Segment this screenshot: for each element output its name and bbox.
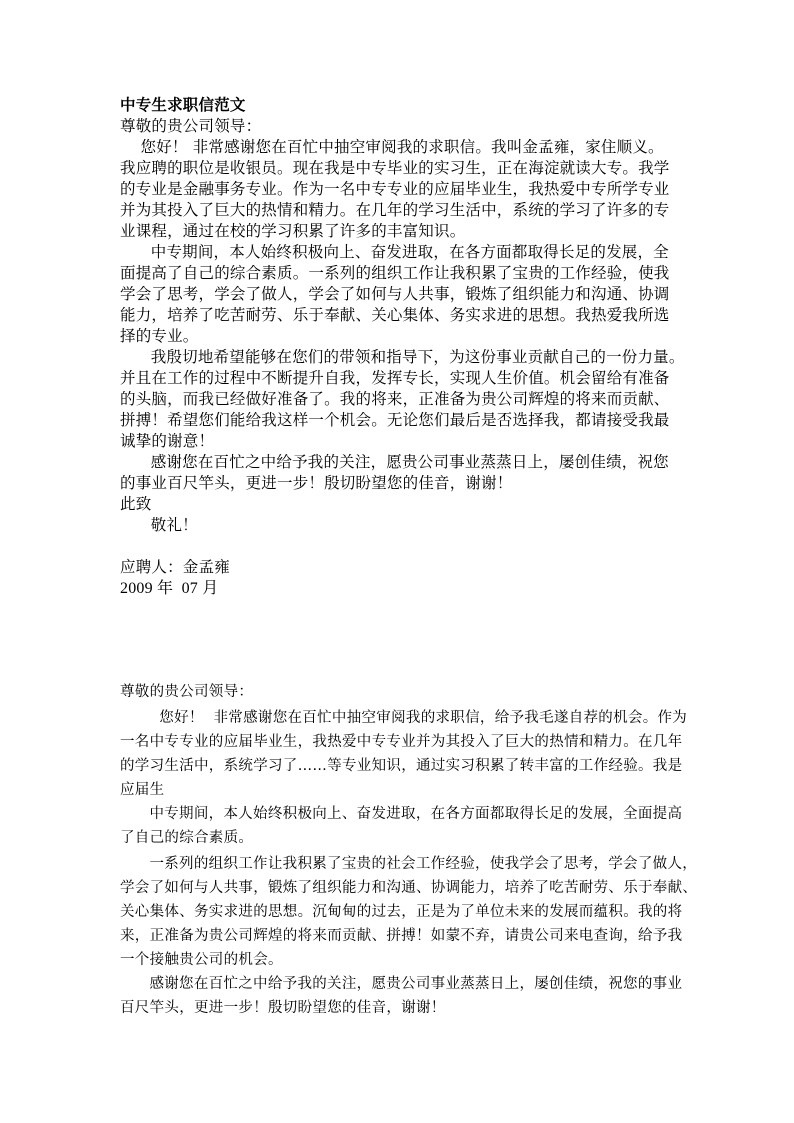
letter1-line: 业课程，通过在校的学习积累了许多的丰富知识。 xyxy=(120,222,466,240)
letter1-line: 您好！ 非常感谢您在百忙中抽空审阅我的求职信。我叫金孟雍，家住顺义。 xyxy=(120,138,664,156)
letter2-line: 一系列的组织工作让我积累了宝贵的社会工作经验，使我学会了思考，学会了做人， xyxy=(120,856,698,872)
letter1-line: 的专业是金融事务专业。作为一名中专专业的应届毕业生，我热爱中专所学专业 xyxy=(120,180,670,198)
letter1-line: 诚挚的谢意！ xyxy=(120,432,215,450)
letter2-line: 学会了如何与人共事，锻炼了组织能力和沟通、协调能力，培养了吃苦耐劳、乐于奉献、 xyxy=(120,880,698,896)
letter1-line: 并为其投入了巨大的热情和精力。在几年的学习生活中，系统的学习了许多的专 xyxy=(120,201,670,219)
letter2-line: 关心集体、务实求进的思想。沉甸甸的过去，正是为了单位未来的发展而蕴积。我的将 xyxy=(120,904,683,920)
applicant-signature: 应聘人：金孟雍 xyxy=(120,558,230,576)
letter2-line: 中专期间，本人始终积极向上、奋发进取，在各方面都取得长足的发展，全面提高 xyxy=(120,806,683,822)
letter2-line: 了自己的综合素质。 xyxy=(120,830,254,846)
letter2-line: 百尺竿头，更进一步！殷切盼望您的佳音，谢谢！ xyxy=(120,1000,446,1016)
letter2-line: 来，正准备为贵公司辉煌的将来而贡献、拼搏！如蒙不弃，请贵公司来电查询，给予我 xyxy=(120,928,683,944)
letter1-salutation: 尊敬的贵公司领导： xyxy=(120,117,262,135)
letter1-line: 中专期间，本人始终积极向上、奋发进取，在各方面都取得长足的发展，全 xyxy=(120,243,669,261)
letter2-line: 您好！ 非常感谢您在百忙中抽空审阅我的求职信，给予我毛遂自荐的机会。作为 xyxy=(120,710,688,726)
letter1-line: 能力，培养了吃苦耐劳、乐于奉献、关心集体、务实求进的思想。我热爱我所选 xyxy=(120,306,670,324)
letter2-salutation: 尊敬的贵公司领导： xyxy=(120,684,254,700)
letter1-line: 的事业百尺竿头，更进一步！殷切盼望您的佳音，谢谢！ xyxy=(120,474,513,492)
letter1-line: 拼搏！希望您们能给我这样一个机会。无论您们最后是否选择我，都请接受我最 xyxy=(120,411,670,429)
letter1-line: 面提高了自己的综合素质。一系列的组织工作让我积累了宝贵的工作经验，使我 xyxy=(120,264,670,282)
letter2-line: 感谢您在百忙之中给予我的关注，愿贵公司事业蒸蒸日上，屡创佳绩，祝您的事业 xyxy=(120,976,683,992)
letter-title: 中专生求职信范文 xyxy=(120,96,246,114)
letter2-line: 应届生 xyxy=(120,782,165,798)
letter1-line: 择的专业。 xyxy=(120,327,199,345)
letter2-line: 一个接触贵公司的机会。 xyxy=(120,952,283,968)
letter1-line: 感谢您在百忙之中给予我的关注，愿贵公司事业蒸蒸日上，屡创佳绩，祝您 xyxy=(120,453,669,471)
letter2-line: 一名中专专业的应届毕业生，我热爱中专专业并为其投入了巨大的热情和精力。在几年 xyxy=(120,734,683,750)
letter1-line: 的头脑，而我已经做好准备了。我的将来，正准备为贵公司辉煌的将来而贡献、 xyxy=(120,390,670,408)
letter1-line: 我应聘的职位是收银员。现在我是中专毕业的实习生，正在海淀就读大专。我学 xyxy=(120,159,670,177)
letter1-line: 并且在工作的过程中不断提升自我，发挥专长，实现人生价值。机会留给有准备 xyxy=(120,369,670,387)
letter2-line: 的学习生活中，系统学习了……等专业知识，通过实习积累了转丰富的工作经验。我是 xyxy=(120,758,683,774)
closing-line: 此致 xyxy=(120,495,152,513)
letter-date: 2009 年 07 月 xyxy=(120,580,219,597)
letter1-line: 学会了思考，学会了做人，学会了如何与人共事，锻炼了组织能力和沟通、协调 xyxy=(120,285,670,303)
letter1-line: 我殷切地希望能够在您们的带领和指导下，为这份事业贡献自己的一份力量。 xyxy=(120,348,685,366)
closing-salute: 敬礼！ xyxy=(120,516,198,534)
